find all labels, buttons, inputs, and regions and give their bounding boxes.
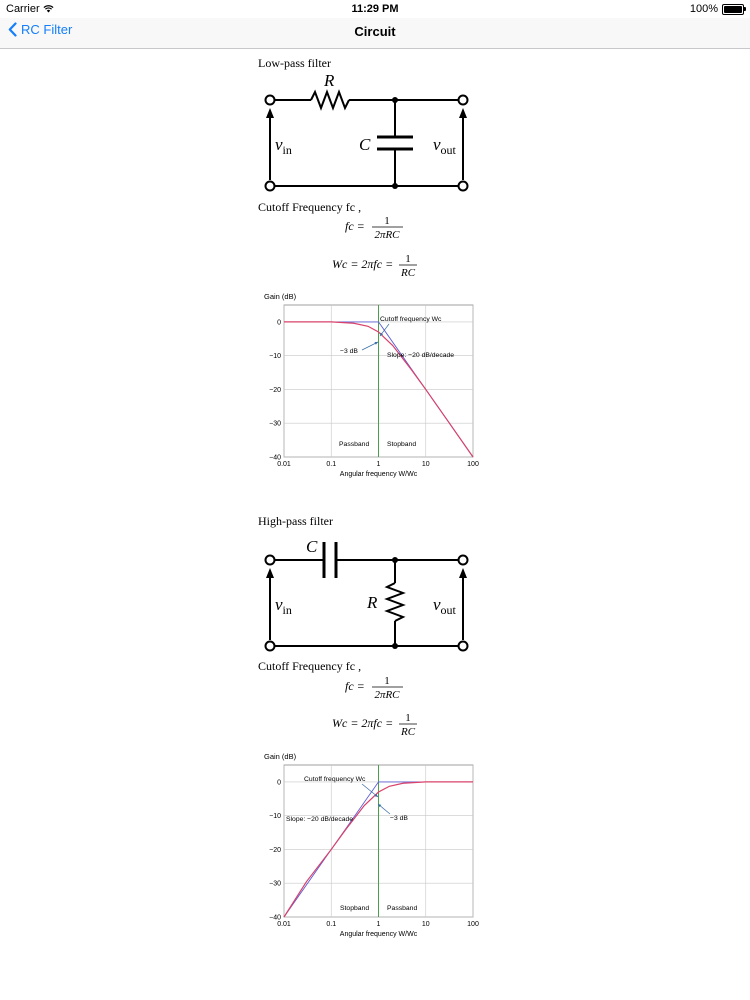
x-tick-label: 0.1 bbox=[326, 461, 337, 468]
vout-label: $v_{out}$ bbox=[433, 135, 456, 157]
annotation-label: Stopband bbox=[387, 441, 417, 448]
annotation-label: Slope: −20 dB/decade bbox=[286, 816, 354, 823]
svg-text:2πRC: 2πRC bbox=[374, 689, 400, 701]
x-tick-label: 100 bbox=[467, 461, 479, 468]
x-tick-label: 1 bbox=[376, 461, 381, 468]
annotation-label: −3 dB bbox=[390, 815, 408, 822]
annotation-label: −3 dB bbox=[340, 348, 358, 355]
high-pass-circuit-diagram bbox=[258, 530, 488, 655]
svg-text:1: 1 bbox=[405, 712, 411, 724]
svg-text:1: 1 bbox=[384, 215, 390, 227]
navigation-bar bbox=[0, 18, 750, 49]
low-pass-equation-fc bbox=[330, 212, 440, 242]
clock: 11:29 PM bbox=[351, 3, 399, 15]
vout-label: $v_{out}$ bbox=[433, 595, 456, 617]
low-pass-equation-wc bbox=[330, 250, 440, 280]
svg-text:fc =: fc = bbox=[345, 679, 365, 693]
back-button-label: RC Filter bbox=[21, 22, 73, 37]
high-pass-heading: High-pass filter bbox=[258, 514, 333, 528]
x-axis-label: Angular frequency W/Wc bbox=[339, 931, 418, 938]
x-tick-label: 1 bbox=[376, 921, 381, 928]
annotation-label: Passband bbox=[387, 905, 418, 912]
high-pass-cutoff-label: Cutoff Frequency fc , bbox=[258, 659, 362, 673]
capacitor-label: C bbox=[359, 135, 371, 154]
annotation-label: Passband bbox=[339, 441, 370, 448]
svg-text:RC: RC bbox=[400, 726, 416, 738]
y-tick-label: −40 bbox=[269, 914, 281, 922]
svg-text:RC: RC bbox=[400, 267, 416, 279]
high-pass-equation-wc bbox=[330, 709, 440, 739]
vin-label: $v_{in}$ bbox=[275, 595, 292, 617]
x-tick-label: 10 bbox=[421, 921, 430, 928]
low-pass-circuit-diagram bbox=[258, 70, 488, 195]
y-tick-label: −30 bbox=[269, 880, 281, 888]
y-tick-label: −40 bbox=[269, 454, 281, 462]
capacitor-label: C bbox=[306, 537, 318, 556]
y-tick-label: −20 bbox=[269, 846, 281, 854]
x-tick-label: 0.1 bbox=[326, 921, 337, 928]
svg-text:2πRC: 2πRC bbox=[374, 229, 400, 241]
low-pass-heading: Low-pass filter bbox=[258, 56, 331, 70]
vin-label: $v_{in}$ bbox=[275, 135, 292, 157]
annotation-label: Cutoff frequency Wc bbox=[380, 316, 442, 323]
y-tick-label: −20 bbox=[269, 386, 281, 394]
annotation-label: Slope: −20 dB/decade bbox=[387, 352, 455, 359]
status-bar bbox=[0, 0, 750, 18]
resistor-label: R bbox=[367, 593, 378, 612]
x-tick-label: 0.01 bbox=[277, 461, 291, 468]
battery-indicator: 100% bbox=[690, 3, 744, 15]
svg-text:Wc = 2πfc =: Wc = 2πfc = bbox=[332, 716, 394, 730]
y-tick-label: −10 bbox=[269, 353, 281, 361]
carrier-label: Carrier bbox=[6, 3, 54, 15]
low-pass-cutoff-label: Cutoff Frequency fc , bbox=[258, 200, 362, 214]
y-axis-label: Gain (dB) bbox=[264, 752, 297, 761]
svg-text:1: 1 bbox=[384, 675, 390, 687]
x-axis-label: Angular frequency W/Wc bbox=[339, 471, 418, 478]
x-tick-label: 100 bbox=[467, 921, 479, 928]
y-axis-label: Gain (dB) bbox=[264, 292, 297, 301]
svg-text:fc =: fc = bbox=[345, 219, 365, 233]
high-pass-equation-fc bbox=[330, 672, 440, 702]
page-title: Circuit bbox=[354, 24, 396, 39]
low-pass-gain-plot bbox=[262, 290, 492, 480]
battery-icon bbox=[722, 4, 744, 15]
annotation-label: Cutoff frequency Wc bbox=[304, 776, 366, 783]
resistor-label: R bbox=[324, 71, 335, 90]
svg-text:Wc = 2πfc =: Wc = 2πfc = bbox=[332, 257, 394, 271]
y-tick-label: 0 bbox=[277, 779, 281, 787]
high-pass-gain-plot bbox=[262, 750, 492, 940]
x-tick-label: 10 bbox=[421, 461, 430, 468]
y-tick-label: −30 bbox=[269, 420, 281, 428]
y-tick-label: 0 bbox=[277, 319, 281, 327]
y-tick-label: −10 bbox=[269, 813, 281, 821]
x-tick-label: 0.01 bbox=[277, 921, 291, 928]
svg-text:1: 1 bbox=[405, 253, 411, 265]
annotation-label: Stopband bbox=[340, 905, 370, 912]
